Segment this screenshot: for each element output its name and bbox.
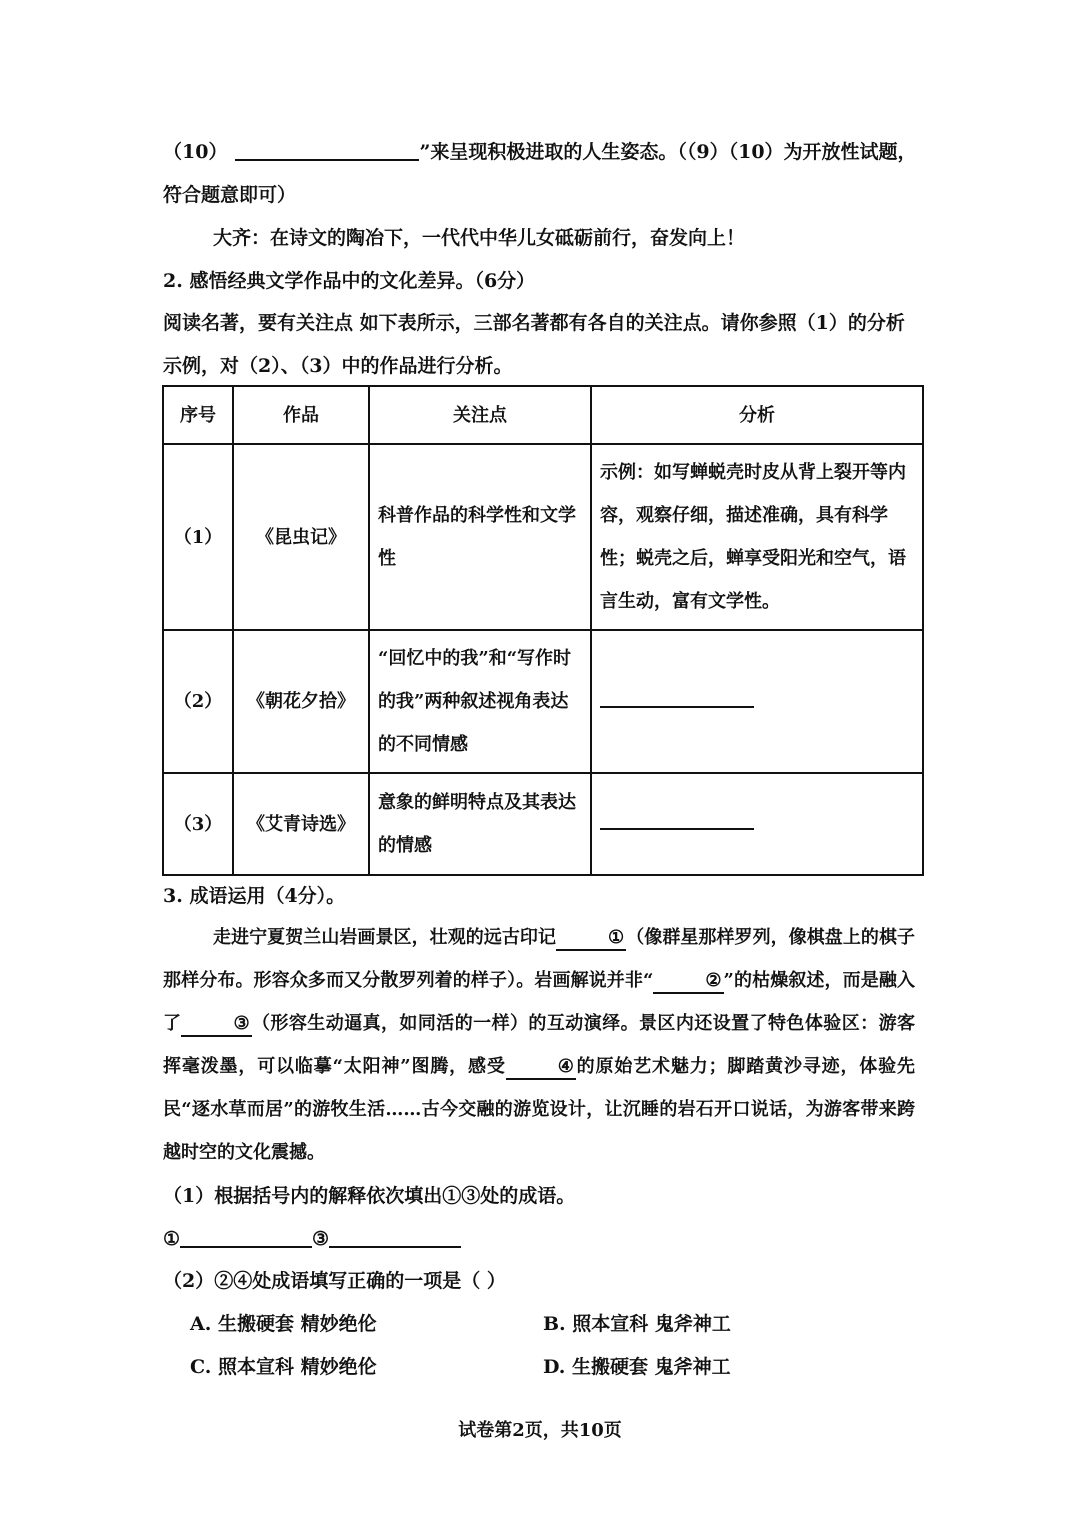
- row2-work: 《朝花夕拾》: [233, 630, 369, 773]
- idiom-blank-2[interactable]: ②: [653, 970, 723, 994]
- row3-analysis-blank[interactable]: [600, 818, 754, 830]
- idiom-blank-3[interactable]: ③: [181, 1013, 251, 1037]
- q1-10-suffix: ”来呈现积极进取的人生姿态。（（9）（10）为开放性试题，: [419, 141, 917, 163]
- q2-intro-line2: 示例，对（2）、（3）中的作品进行分析。: [163, 355, 513, 377]
- row2-analysis-cell: [591, 630, 923, 773]
- option-d[interactable]: D. 生搬硬套 鬼斧神工: [543, 1356, 731, 1378]
- idiom-blank-1[interactable]: ①: [556, 927, 626, 951]
- passage-s3: ”的枯燥叙述，而是融入了: [163, 970, 915, 1034]
- answer-blank-3[interactable]: [329, 1226, 461, 1248]
- row1-analysis: 示例：如写蝉蜕壳时皮从背上裂开等内容，观察仔细，描述准确，具有科学性；蜕壳之后，蝉享受阳光和空气，语言生动，富有文学性。: [591, 444, 923, 630]
- row3-work: 《艾青诗选》: [233, 773, 369, 875]
- row2-focus: “回忆中的我”和“写作时的我”两种叙述视角表达的不同情感: [369, 630, 591, 773]
- passage-s4: （形容生动逼真，如同活的一样）的互动演绎。景区内还设置了特色体验区：游客挥毫泼墨，可以临摹“太阳神”图腾，感受: [163, 1013, 916, 1077]
- table-row: [163, 444, 923, 630]
- passage-s1: 走进宁夏贺兰山岩画景区，壮观的远古印记: [213, 927, 557, 948]
- row1-no: （1）: [163, 444, 233, 630]
- works-table: [162, 385, 924, 876]
- table-row: [163, 773, 923, 875]
- header-no: 序号: [163, 386, 233, 444]
- answer-label-1: ①: [163, 1228, 181, 1250]
- q3-sub2: （2）②④处成语填写正确的一项是（ ）: [163, 1270, 506, 1292]
- summary-line: 大齐：在诗文的陶冶下，一代代中华儿女砥砺前行，奋发向上！: [213, 227, 746, 249]
- idiom-blank-4[interactable]: ④: [506, 1056, 576, 1080]
- answer-label-3: ③: [312, 1228, 330, 1250]
- passage-s2: （像群星那样罗列，像棋盘上的棋子那样分布。形容众多而又分散罗列着的样子）。岩画解说并非“: [163, 927, 916, 991]
- page-footer: 试卷第2页，共10页: [458, 1420, 622, 1441]
- option-b[interactable]: B. 照本宣科 鬼斧神工: [543, 1313, 731, 1335]
- q1-10-label: （10）: [163, 141, 228, 163]
- row3-focus: 意象的鲜明特点及其表达的情感: [369, 773, 591, 875]
- passage-s5: 的原始艺术魅力；脚踏黄沙寻迹，体验先民“逐水草而居”的游牧生活……古今交融的游览设计，让沉睡的岩石开口说话，为游客带来跨越时空的文化震撼。: [163, 1056, 915, 1163]
- row3-analysis-cell: [591, 773, 923, 875]
- row2-analysis-blank[interactable]: [600, 696, 754, 708]
- q3-passage: [163, 916, 915, 1174]
- header-work: 作品: [233, 386, 369, 444]
- row3-no: （3）: [163, 773, 233, 875]
- q3-title: 3. 成语运用（4分）。: [163, 885, 346, 907]
- q1-10-answer-blank[interactable]: [235, 139, 419, 161]
- table-header-row: [163, 386, 923, 444]
- option-c[interactable]: C. 照本宣科 精妙绝伦: [190, 1356, 377, 1378]
- q3-sub1: （1）根据括号内的解释依次填出①③处的成语。: [163, 1185, 576, 1207]
- header-analysis: 分析: [591, 386, 923, 444]
- q1-note: 符合题意即可）: [163, 184, 297, 206]
- answer-blank-1[interactable]: [180, 1226, 312, 1248]
- table-row: [163, 630, 923, 773]
- q2-intro-line1: 阅读名著，要有关注点 如下表所示，三部名著都有各自的关注点。请你参照（1）的分析: [163, 312, 905, 334]
- option-a[interactable]: A. 生搬硬套 精妙绝伦: [190, 1313, 377, 1335]
- row2-no: （2）: [163, 630, 233, 773]
- header-focus: 关注点: [369, 386, 591, 444]
- row1-focus: 科普作品的科学性和文学性: [369, 444, 591, 630]
- row1-work: 《昆虫记》: [233, 444, 369, 630]
- q3-sub1-answers: [163, 1225, 923, 1253]
- q2-title: 2. 感悟经典文学作品中的文化差异。（6分）: [163, 270, 536, 292]
- q1-line-10: [163, 138, 923, 166]
